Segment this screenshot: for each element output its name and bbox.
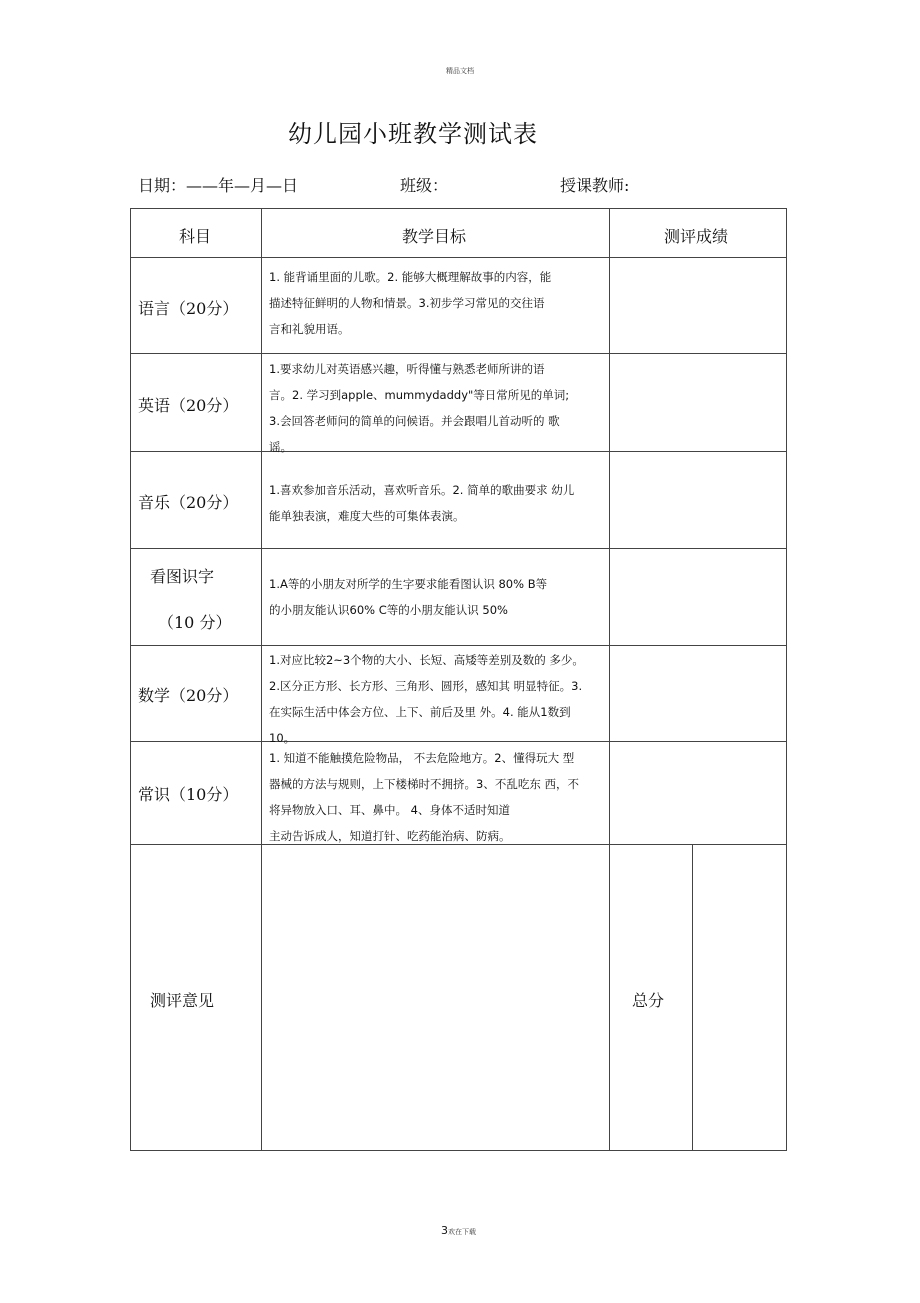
goal-math: 1.对应比较2~3个物的大小、长短、高矮等差别及数的 多少。 2.区分正方形、长方形、三角形、圆形，感知其 明显特征。3. 在实际生活中体会方位、上下、前后及里 外。4. 能从1数到 10。 [269,653,584,745]
goal-general-knowledge: 1. 知道不能触摸危险物品， 不去危险地方。2、懂得玩大 型 器械的方法与规则，上下楼梯时不拥挤。3、不乱吃东 西，不 将异物放入口、耳、鼻中。 4、身体不适时知道 主动告诉成人，知道打针、吃药能治病、防病。 [269,751,579,843]
page-footer [441,1224,476,1237]
table-border-left [130,208,131,1151]
evaluation-label: 测评意见 [150,991,215,1010]
evaluation-comments-cell[interactable] [270,858,600,1138]
table-border-bottom [130,1150,787,1151]
row-divider [130,645,787,646]
test-table [130,208,787,1151]
total-label: 总分 [632,991,665,1010]
goal-picture-reading: 1.A等的小朋友对所学的生字要求能看图认识 80% B等 的小朋友能认识60% C等的小朋友能认识 50% [269,577,548,617]
page-title: 幼儿园小班教学测试表 [288,120,538,148]
subject-picture-reading: 看图识字 [150,567,215,586]
table-border-top [130,208,787,209]
header-tag: 精品文档 [446,67,474,75]
total-score-cell[interactable] [700,858,780,1138]
column-divider [261,208,262,1151]
meta-teacher: 授课教师: [560,176,630,195]
header-goal: 教学目标 [402,227,467,246]
goal-language: 1. 能背诵里面的儿歌。2. 能够大概理解故事的内容，能 描述特征鲜明的人物和情景。3.初步学习常见的交往语 言和礼貌用语。 [269,270,552,336]
row-divider [130,257,787,258]
subject-english: 英语（20分） [138,396,239,415]
page-number: 3 [441,1224,448,1237]
column-divider [609,208,610,1151]
subject-general-knowledge: 常识（10分） [138,785,239,804]
row-divider [130,548,787,549]
header-subject: 科目 [179,227,212,246]
subject-language: 语言（20分） [138,299,239,318]
subject-music: 音乐（20分） [138,493,239,512]
row-divider [130,353,787,354]
subject-picture-reading-score: （10 分） [158,613,232,632]
header-score: 测评成绩 [664,227,729,246]
goal-music: 1.喜欢参加音乐活动，喜欢听音乐。2. 简单的歌曲要求 幼儿 能单独表演，难度大些的可集体表演。 [269,483,575,523]
meta-class: 班级： [400,176,449,195]
footer-note: 欢在下载 [448,1228,476,1236]
subject-math: 数学（20分） [138,686,239,705]
table-border-right [786,208,787,1151]
goal-english: 1.要求幼儿对英语感兴趣，听得懂与熟悉老师所讲的语 言。2. 学习到apple、mummydaddy"等日常所见的单词; 3.会回答老师问的简单的问候语。并会跟唱儿首动听的 歌 谣。 [269,362,570,454]
meta-date: 日期：——年—月—日 [138,176,299,195]
column-divider [692,844,693,1151]
